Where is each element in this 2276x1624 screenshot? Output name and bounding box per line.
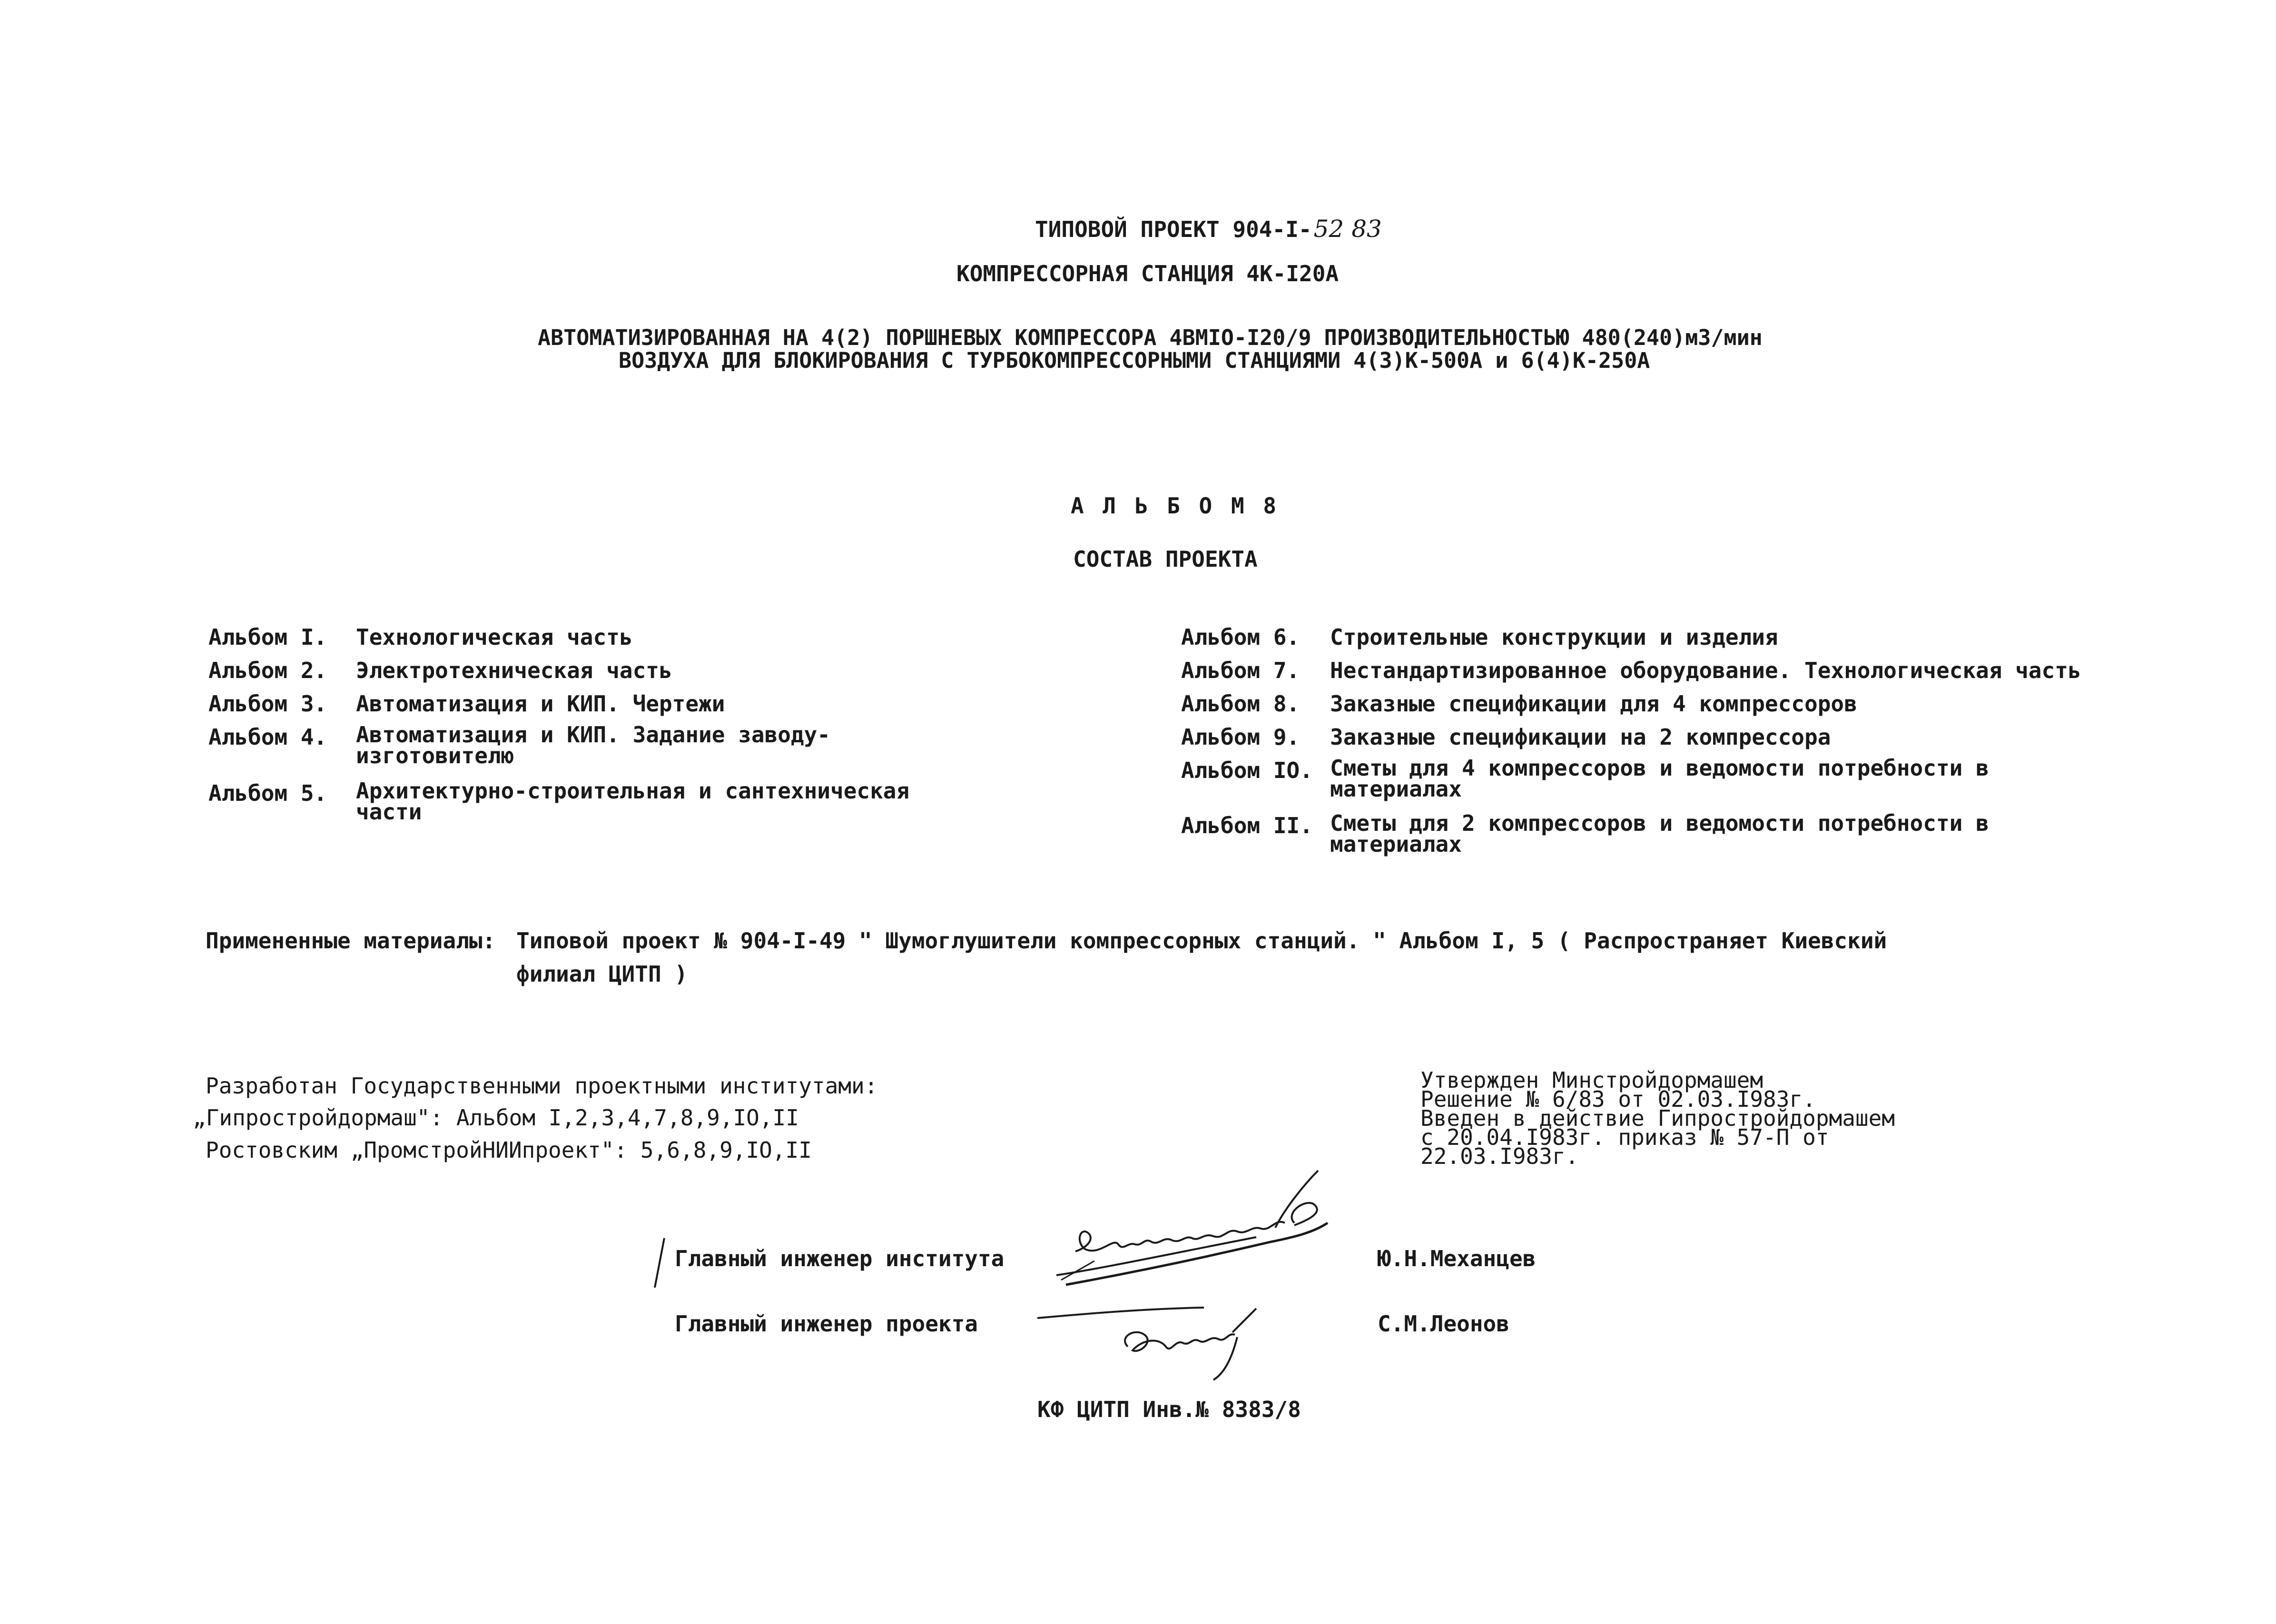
album-1-key: Альбом I. — [208, 624, 327, 650]
album-1-text: Технологическая часть — [356, 624, 633, 650]
album-10-key: Альбом IO. — [1181, 758, 1313, 783]
album-4-text — [356, 724, 830, 766]
composition-title: СОСТАВ ПРОЕКТА — [1073, 546, 1258, 572]
approval-line-1: Утвержден Минстройдормашем — [1420, 1067, 1764, 1093]
album-5-text-line-2: части — [356, 799, 422, 825]
album-5-text-line-1: Архитектурно-строительная и сантехническая — [356, 778, 910, 804]
album-11-text — [1330, 810, 1989, 857]
album-title: А Л Ь Б О М 8 — [1071, 493, 1280, 519]
album-10-text — [1330, 755, 1989, 802]
album-8-key: Альбом 8. — [1181, 691, 1300, 717]
album-2-key: Альбом 2. — [208, 658, 327, 683]
album-8-text: Заказные спецификации для 4 компрессоров — [1330, 691, 1857, 717]
project-year-handwritten: 83 — [1351, 215, 1382, 243]
project-number-handwritten: 52 — [1313, 215, 1344, 243]
album-5-text — [356, 778, 910, 825]
materials-label: Примененные материалы: — [206, 928, 496, 954]
album-11-text-line-2: материалах — [1330, 831, 1462, 857]
album-7-key: Альбом 7. — [1181, 658, 1300, 683]
chief-project-name: С.М.Леонов — [1378, 1311, 1509, 1337]
signature-chief-project — [1033, 1294, 1299, 1389]
project-prefix: ТИПОВОЙ ПРОЕКТ 904-I- — [1035, 217, 1312, 242]
developers-line-1: „Гипростройдормаш": Альбом I,2,3,4,7,8,9,IO,II — [193, 1105, 799, 1131]
album-4-key: Альбом 4. — [208, 724, 327, 750]
approval-line-3: Введен в действие Гипростройдормашем — [1420, 1105, 1895, 1131]
album-6-key: Альбом 6. — [1181, 624, 1300, 650]
album-3-key: Альбом 3. — [208, 691, 327, 717]
margin-slash-mark — [652, 1237, 666, 1289]
album-11-key: Альбом II. — [1181, 813, 1313, 838]
chief-project-label: Главный инженер проекта — [675, 1311, 978, 1337]
album-4-text-line-2: изготовителю — [356, 743, 514, 768]
album-7-text: Нестандартизированное оборудование. Технологическая часть — [1330, 658, 2081, 683]
approval-line-2: Решение № 6/83 от 02.03.I983г. — [1420, 1086, 1816, 1112]
description-line-1: АВТОМАТИЗИРОВАННАЯ НА 4(2) ПОРШНЕВЫХ КОМПРЕССОРА 4ВМIO-I20/9 ПРОИЗВОДИТЕЛЬНОСТЬЮ 480(240)м3/мин — [538, 325, 1763, 350]
project-title — [0, 215, 2276, 243]
developers-title-text: Разработан Государственными проектными институтами: — [206, 1073, 878, 1099]
album-9-key: Альбом 9. — [1181, 724, 1300, 750]
album-10-text-line-1: Сметы для 4 компрессоров и ведомости потребности в — [1330, 755, 1989, 781]
album-5-key: Альбом 5. — [208, 780, 327, 806]
album-6-text: Строительные конструкции и изделия — [1330, 624, 1778, 650]
chief-institute-name: Ю.Н.Механцев — [1378, 1246, 1536, 1271]
album-9-text: Заказные спецификации на 2 компрессора — [1330, 724, 1831, 750]
developers-line-2: Ростовским „ПромстройНИИпроект": 5,6,8,9,IO,II — [206, 1137, 812, 1163]
album-2-text: Электротехническая часть — [356, 658, 672, 683]
album-11-text-line-1: Сметы для 2 компрессоров и ведомости потребности в — [1330, 810, 1989, 836]
approval-block — [1420, 1067, 1895, 1169]
description-line-2: ВОЗДУХА ДЛЯ БЛОКИРОВАНИЯ С ТУРБОКОМПРЕССОРНЫМИ СТАНЦИЯМИ 4(3)К-500А и 6(4)К-250А — [619, 348, 1650, 373]
materials-line-1: Типовой проект № 904-I-49 " Шумоглушители компрессорных станций. " Альбом I, 5 ( Распространяет Киевский — [516, 928, 1887, 954]
developers-title — [206, 1073, 877, 1099]
approval-line-5: 22.03.I983г. — [1420, 1143, 1579, 1169]
approval-line-4: с 20.04.I983г. приказ № 57-П от — [1420, 1124, 1829, 1150]
album-4-text-line-1: Автоматизация и КИП. Задание заводу- — [356, 722, 830, 748]
station-name: КОМПРЕССОРНАЯ СТАНЦИЯ 4К-I20А — [956, 261, 1339, 286]
materials-line-2: филиал ЦИТП ) — [516, 961, 688, 987]
footer-inventory: КФ ЦИТП Инв.№ 8383/8 — [1037, 1397, 1301, 1422]
signature-chief-institute — [1047, 1166, 1332, 1309]
chief-institute-label: Главный инженер института — [675, 1246, 1005, 1271]
album-3-text: Автоматизация и КИП. Чертежи — [356, 691, 725, 717]
album-10-text-line-2: материалах — [1330, 776, 1462, 802]
